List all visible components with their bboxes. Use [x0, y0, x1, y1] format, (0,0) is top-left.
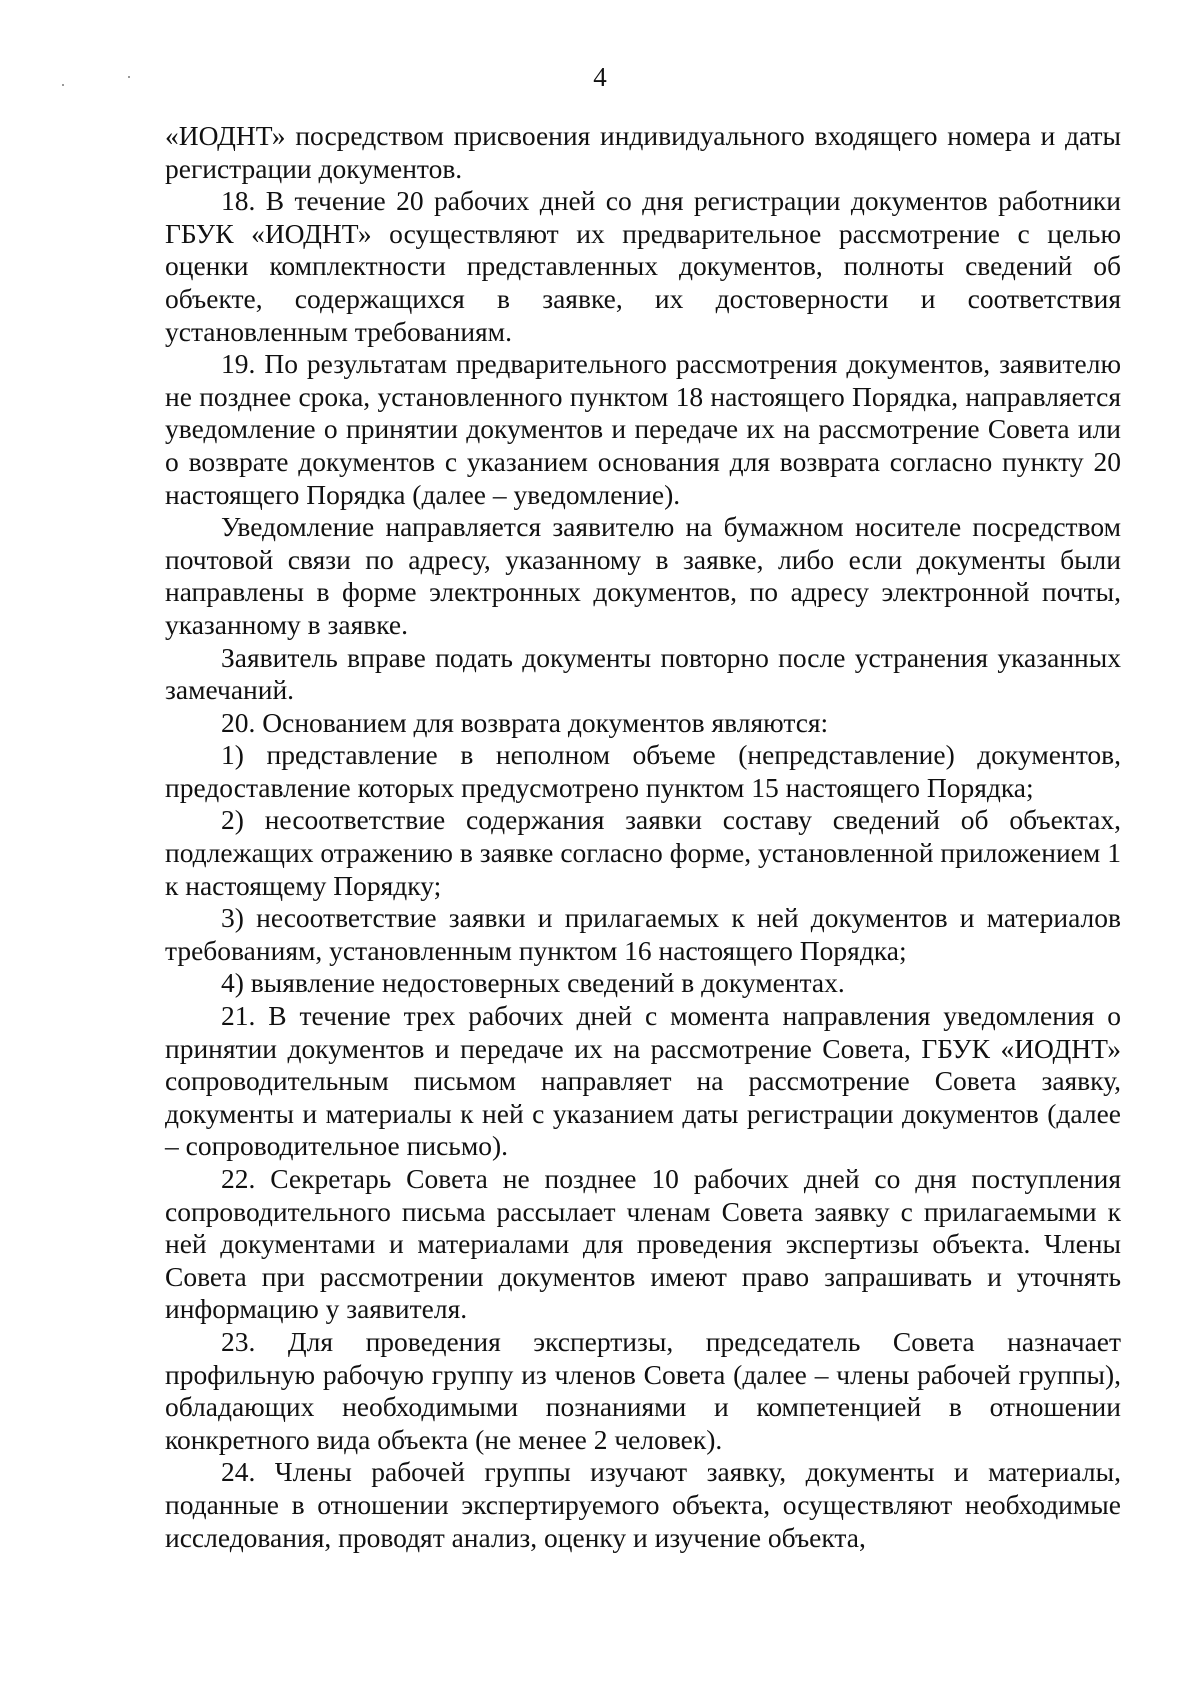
paragraph-item-23: 23. Для проведения экспертизы, председатель Совета назначает профильную рабочую группу из членов Совета (далее – члены рабочей группы), обладающих необходимыми познаниями и компетенцией в отношении конкретного вида объекта (не менее 2 человек).	[165, 1325, 1121, 1455]
paragraph-item-18: 18. В течение 20 рабочих дней со дня регистрации документов работники ГБУК «ИОДНТ» осуществляют их предварительное рассмотрение с целью оценки комплектности представленных документов, полноты сведений об объекте, содержащихся в заявке, их достоверности и соответствия установленным требованиям.	[165, 185, 1121, 347]
paragraph-item-19: 19. По результатам предварительного рассмотрения документов, заявителю не позднее срока, установленного пунктом 18 настоящего Порядка, направляется уведомление о принятии документов и передаче их на рассмотрение Совета или о возврате документов с указанием основания для возврата согласно пункту 20 настоящего Порядка (далее – уведомление).	[165, 348, 1121, 510]
paragraph-item-21: 21. В течение трех рабочих дней с момента направления уведомления о принятии документов и передаче их на рассмотрение Совета, ГБУК «ИОДНТ» сопроводительным письмом направляет на рассмотрение Совета заявку, документы и материалы к ней с указанием даты регистрации документов (далее – сопроводительное письмо).	[165, 1000, 1121, 1162]
document-body	[165, 120, 1121, 1554]
paragraph-subitem-1: 1) представление в неполном объеме (непредставление) документов, предоставление которых предусмотрено пунктом 15 настоящего Порядка;	[165, 739, 1121, 803]
page-number: 4	[593, 62, 607, 92]
paragraph-item-24: 24. Члены рабочей группы изучают заявку, документы и материалы, поданные в отношении экспертируемого объекта, осуществляют необходимые исследования, проводят анализ, оценку и изучение объекта,	[165, 1456, 1121, 1553]
paragraph-item-22: 22. Секретарь Совета не позднее 10 рабочих дней со дня поступления сопроводительного письма рассылает членам Совета заявку с прилагаемыми к ней документами и материалами для проведения экспертизы объекта. Члены Совета при рассмотрении документов имеют право запрашивать и уточнять информацию у заявителя.	[165, 1163, 1121, 1325]
paragraph-subitem-3: 3) несоответствие заявки и прилагаемых к ней документов и материалов требованиям, установленным пунктом 16 настоящего Порядка;	[165, 902, 1121, 966]
paragraph-item-20: 20. Основанием для возврата документов являются:	[221, 706, 829, 738]
paragraph-subitem-2: 2) несоответствие содержания заявки составу сведений об объектах, подлежащих отражению в заявке согласно форме, установленной приложением 1 к настоящему Порядку;	[165, 804, 1121, 901]
paragraph-subitem-4: 4) выявление недостоверных сведений в документах.	[221, 967, 845, 999]
paragraph-notification: Уведомление направляется заявителю на бумажном носителе посредством почтовой связи по адресу, указанному в заявке, либо если документы были направлены в форме электронных документов, по адресу электронной почты, указанному в заявке.	[165, 511, 1121, 640]
paragraph-resubmission: Заявитель вправе подать документы повторно после устранения указанных замечаний.	[165, 641, 1121, 706]
paragraph-continuation: «ИОДНТ» посредством присвоения индивидуального входящего номера и даты регистрации документов.	[165, 120, 1121, 184]
